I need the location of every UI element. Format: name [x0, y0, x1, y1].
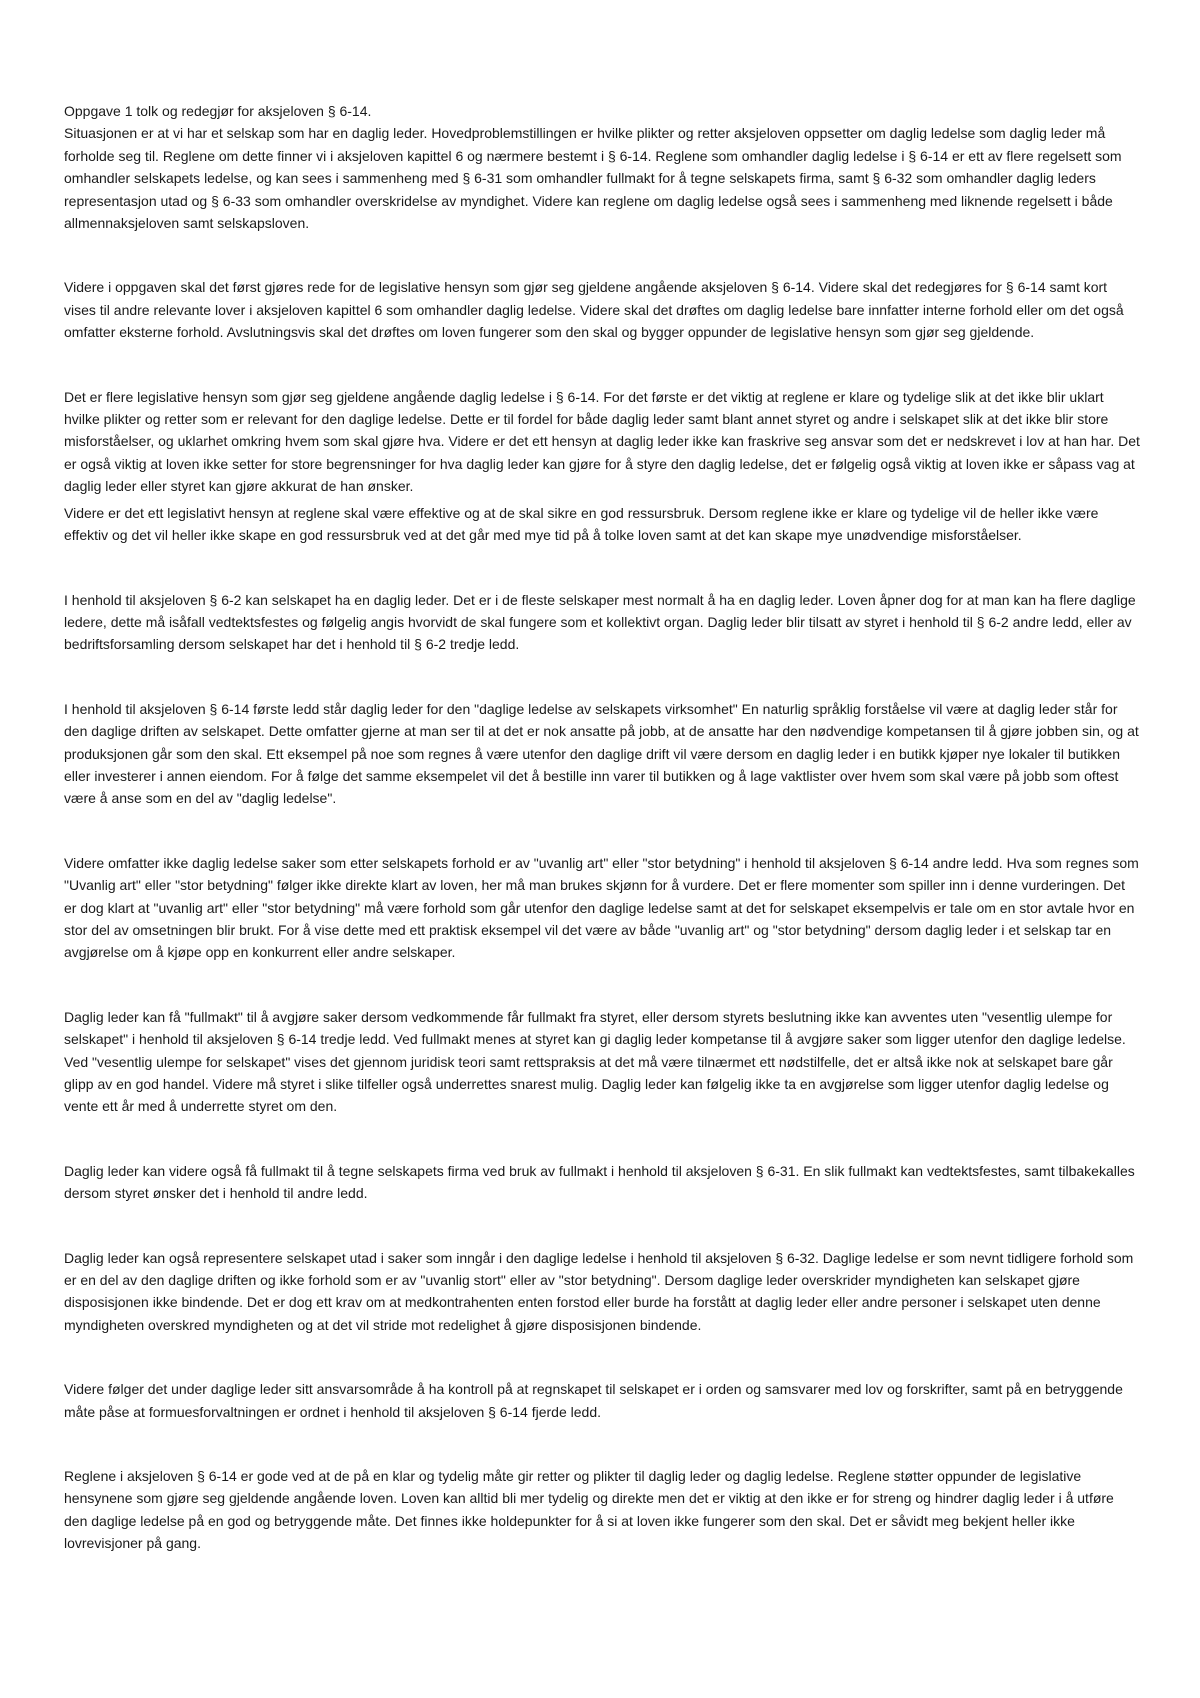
paragraph-effektivitet: Videre er det ett legislativt hensyn at reglene skal være effektive og at de skal sikre en god ressursbruk. Dersom reglene ikke er klare og tydelige vil de heller ikke være effektiv og det vil heller ikke skape en god ressursbruk ved at det går med mye tid på å tolke loven samt at det kan skape mye unødvendige misforståelser. — [64, 504, 1099, 544]
paragraph-6-31: Daglig leder kan videre også få fullmakt til å tegne selskapets firma ved bruk av fullmakt i henhold til aksjeloven § 6-31. En slik fullmakt kan vedtektsfestes, samt tilbakekalles dersom styret ønsker det i henhold til andre ledd. — [64, 1162, 1135, 1202]
paragraph-6-14-forste-ledd: I henhold til aksjeloven § 6-14 første ledd står daglig leder for den "daglige ledelse av selskapets virksomhet" En naturlig språklig forståelse vil være at daglig leder står for den daglige driften av selskapet. Dette omfatter gjerne at man ser til at det er nok ansatte på jobb, at de ansatte har den nødvendige kompetansen til å gjøre jobben sin, og at produksjonen går som den skal. Ett eksempel på noe som regnes å være utenfor den daglige drift vil være dersom en daglig leder i en butikk kjøper nye lokaler til butikken eller investerer i annen eiendom. For å følge det samme eksempelet vil det å bestille inn varer til butikken og å lage vaktlister over hvem som skal være på jobb som oftest være å anse som en del av "daglig ledelse". — [64, 700, 1139, 807]
paragraph-6-2: I henhold til aksjeloven § 6-2 kan selskapet ha en daglig leder. Det er i de fleste selskaper mest normalt å ha en daglig leder. Loven åpner dog for at man kan ha flere daglige ledere, dette må isåfall vedtektsfestes og følgelig angis hvorvidt de skal fungere som et kollektivt organ. Daglig leder blir tilsatt av styret i henhold til § 6-2 andre ledd, eller av bedriftsforsamling dersom selskapet har det i henhold til § 6-2 tredje ledd. — [64, 591, 1136, 653]
paragraph-fullmakt: Daglig leder kan få "fullmakt" til å avgjøre saker dersom vedkommende får fullmakt fra styret, eller dersom styrets beslutning ikke kan avventes uten "vesentlig ulempe for selskapet" i henhold til aksjeloven § 6-14 tredje ledd. Ved fullmakt menes at styret kan gi daglig leder kompetanse til å avgjøre saker som ligger utenfor den daglige ledelse. Ved "vesentlig ulempe for selskapet" vises det gjennom juridisk teori samt rettspraksis at det må være tilnærmet ett nødstilfelle, det er altså ikke nok at selskapet bare går glipp av en god handel. Videre må styret i slike tilfeller også underrettes snarest mulig. Daglig leder kan følgelig ikke ta en avgjørelse som ligger utenfor daglig ledelse og vente ett år med å underrette styret om den. — [64, 1008, 1126, 1115]
paragraph-situasjon: Situasjonen er at vi har et selskap som har en daglig leder. Hovedproblemstillingen er hvilke plikter og retter aksjeloven oppsetter om daglig ledelse som daglig leder må forholde seg til. Reglene om dette finner vi i aksjeloven kapittel 6 og nærmere bestemt i § 6-14. Reglene som omhandler daglig ledelse i § 6-14 er ett av flere regelsett som omhandler selskapets ledelse, og kan sees i sammenheng med § 6-31 som omhandler fullmakt for å tegne selskapets firma, samt § 6-32 som omhandler daglig leders representasjon utad og § 6-33 som omhandler overskridelse av myndighet. Videre kan reglene om daglig ledelse også sees i sammenheng med liknende regelsett i både allmennaksjeloven samt selskapsloven. — [64, 125, 1122, 232]
paragraph-6-32: Daglig leder kan også representere selskapet utad i saker som inngår i den daglige ledelse i henhold til aksjeloven § 6-32. Daglige ledelse er som nevnt tidligere forhold som er en del av den daglige driften og ikke forhold som er av "uvanlig stort" eller av "stor betydning". Dersom daglige leder overskrider myndigheten kan selskapet gjøre disposisjonen ikke bindende. Det er dog ett krav om at medkontrahenten enten forstod eller burde ha forstått at daglig leder eller andre personer i selskapet uten denne myndigheten overskred myndigheten og at det vil stride mot redelighet å gjøre disposisjonen bindende. — [64, 1249, 1134, 1333]
paragraph-legislative-hensyn: Det er flere legislative hensyn som gjør seg gjeldene angående daglig ledelse i § 6-14. For det første er det viktig at reglene er klare og tydelige slik at det ikke blir uklart hvilke plikter og retter som er relevant for den daglige ledelse. Dette er til fordel for både daglig leder samt blant annet styret og andre i selskapet slik at det ikke blir store misforståelser, og uklarhet omkring hvem som skal gjøre hva. Videre er det ett hensyn at daglig leder ikke kan fraskrive seg ansvar som det er nedskrevet i lov at han har. Det er også viktig at loven ikke setter for store begrensninger for hva daglig leder kan gjøre for å styre den daglig ledelse, det er følgelig også viktig at loven ikke er såpass vag at daglig leder eller styret kan gjøre akkurat de han ønsker. — [64, 388, 1140, 495]
paragraph-regnskap: Videre følger det under daglige leder sitt ansvarsområde å ha kontroll på at regnskapet til selskapet er i orden og samsvarer med lov og forskrifter, samt på en betryggende måte påse at formuesforvaltningen er ordnet i henhold til aksjeloven § 6-14 fjerde ledd. — [64, 1381, 1123, 1420]
paragraph-konklusjon: Reglene i aksjeloven § 6-14 er gode ved at de på en klar og tydelig måte gir retter og plikter til daglig leder og daglig ledelse. Reglene støtter oppunder de legislative hensynene som gjøre seg gjeldende angående loven. Loven kan alltid bli mer tydelig og direkte men det er viktig at den ikke er for streng og hindrer daglig leder i å utføre den daglige ledelse på en god og betryggende måte. Det finnes ikke holdepunkter for å si at loven ikke fungerer som den skal. Det er såvidt meg bekjent heller ikke lovrevisjoner på gang. — [64, 1468, 1114, 1552]
paragraph-6-14-andre-ledd: Videre omfatter ikke daglig ledelse saker som etter selskapets forhold er av "uvanlig art" eller "stor betydning" i henhold til aksjeloven § 6-14 andre ledd. Hva som regnes som "Uvanlig art" eller "stor betydning" følger ikke direkte klart av loven, her må man brukes skjønn for å vurdere. Det er flere momenter som spiller inn i denne vurderingen. Det er dog klart at "uvanlig art" eller "stor betydning" må være forhold som går utenfor den daglige ledelse samt at det for selskapet eksempelvis er tale om en stor avtale hvor en stor del av omsetningen blir brukt. For å vise dette med ett praktisk eksempel vil det være av både "uvanlig art" og "stor betydning" dersom daglig leder i et selskap tar en avgjørelse om å kjøpe opp en konkurrent eller andre selskaper. — [64, 854, 1139, 961]
paragraph-oppgaven-struktur: Videre i oppgaven skal det først gjøres rede for de legislative hensyn som gjør seg gjeldene angående aksjeloven § 6-14. Videre skal det redegjøres for § 6-14 samt kort vises til andre relevante lover i aksjeloven kapittel 6 som omhandler daglig ledelse. Videre skal det drøftes om daglig ledelse bare innfatter interne forhold eller om det også omfatter eksterne forhold. Avslutningsvis skal det drøftes om loven fungerer som den skal og bygger oppunder de legislative hensyn som gjør seg gjeldende. — [64, 279, 1124, 341]
document-title: Oppgave 1 tolk og redegjør for aksjeloven § 6-14. — [64, 103, 372, 119]
document-page — [64, 100, 1140, 1555]
